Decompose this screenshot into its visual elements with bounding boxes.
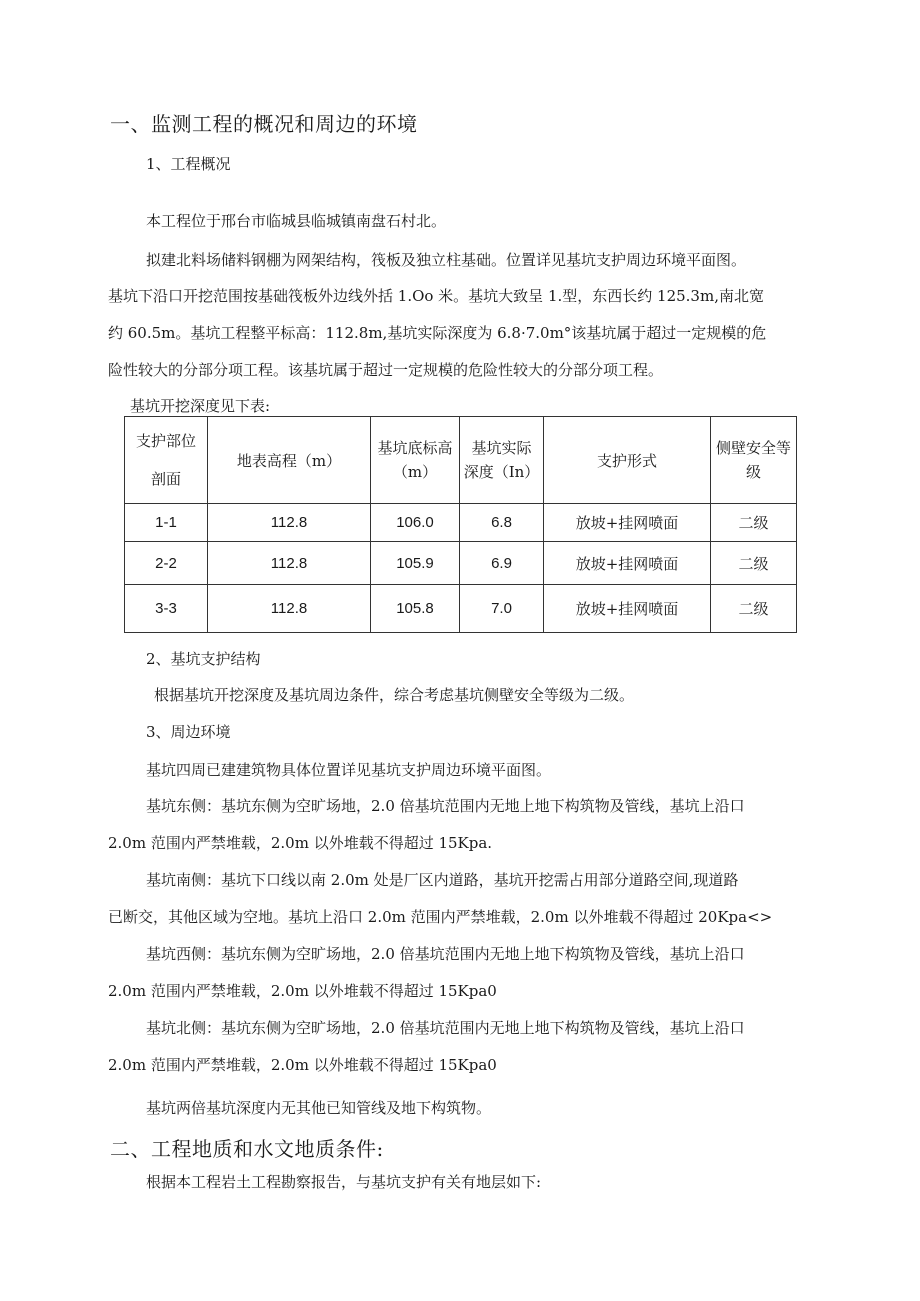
- header-safety-grade: 侧壁安全等 级: [711, 417, 797, 504]
- paragraph-overview-line: 基坑下沿口开挖范围按基础筏板外边线外括 1.Oo 米。基坑大致呈 1.型，东西长约 125.3m,南北宽: [108, 287, 764, 305]
- header-actual-depth: 基坑实际 深度（In）: [460, 417, 544, 504]
- header-support-form: 支护形式: [544, 417, 711, 504]
- cell-section: 2-2: [125, 542, 208, 585]
- paragraph-overview-line: 拟建北料场储料钢棚为网架结构，筏板及独立柱基础。位置详见基坑支护周边环境平面图。: [146, 251, 747, 269]
- cell-bottom: 105.9: [371, 542, 460, 585]
- header-section: 支护部位 剖面: [125, 417, 208, 504]
- cell-depth: 6.9: [460, 542, 544, 585]
- cell-form: 放坡+挂网喷面: [544, 504, 711, 542]
- section-2-title: 二、工程地质和水文地质条件:: [110, 1137, 384, 1161]
- cell-depth: 6.8: [460, 504, 544, 542]
- paragraph-overview-line: 约 60.5m。基坑工程整平标高：112.8m,基坑实际深度为 6.8·7.0m°该基坑属于超过一定规模的危: [108, 324, 767, 342]
- paragraph-location: 本工程位于邢台市临城县临城镇南盘石村北。: [146, 212, 447, 230]
- header-surface-elevation: 地表高程（m）: [208, 417, 371, 504]
- cell-bottom: 106.0: [371, 504, 460, 542]
- cell-section: 3-3: [125, 585, 208, 633]
- paragraph-south-side-line: 基坑南侧：基坑下口线以南 2.0m 处是厂区内道路，基坑开挖需占用部分道路空间,现道路: [146, 871, 739, 889]
- paragraph-north-side-line: 2.0m 范围内严禁堆载，2.0m 以外堆载不得超过 15Kpa0: [108, 1056, 497, 1074]
- paragraph-overview-line: 险性较大的分部分项工程。该基坑属于超过一定规模的危险性较大的分部分项工程。: [108, 361, 664, 379]
- paragraph-east-side-line: 基坑东侧：基坑东侧为空旷场地，2.0 倍基坑范围内无地上地下构筑物及管线，基坑上沿口: [146, 797, 745, 815]
- subsection-2-title: 2、基坑支护结构: [146, 650, 261, 668]
- paragraph-surroundings: 基坑四周已建建筑物具体位置详见基坑支护周边环境平面图。: [146, 761, 552, 779]
- subsection-3-title: 3、周边环境: [146, 723, 231, 741]
- subsection-1-title: 1、工程概况: [146, 155, 231, 173]
- cell-depth: 7.0: [460, 585, 544, 633]
- cell-section: 1-1: [125, 504, 208, 542]
- paragraph-support-structure: 根据基坑开挖深度及基坑周边条件，综合考虑基坑侧壁安全等级为二级。: [154, 686, 635, 704]
- excavation-depth-table: [124, 416, 797, 633]
- paragraph-west-side-line: 2.0m 范围内严禁堆载，2.0m 以外堆载不得超过 15Kpa0: [108, 982, 497, 1000]
- cell-grade: 二级: [711, 585, 797, 633]
- paragraph-north-side-line: 基坑北侧：基坑东侧为空旷场地，2.0 倍基坑范围内无地上地下构筑物及管线，基坑上沿口: [146, 1019, 745, 1037]
- header-bottom-elevation: 基坑底标高 （m）: [371, 417, 460, 504]
- cell-grade: 二级: [711, 542, 797, 585]
- cell-grade: 二级: [711, 504, 797, 542]
- paragraph-no-pipelines: 基坑两倍基坑深度内无其他已知管线及地下构筑物。: [146, 1099, 492, 1117]
- cell-surface: 112.8: [208, 542, 371, 585]
- table-row: [125, 585, 797, 633]
- cell-surface: 112.8: [208, 504, 371, 542]
- paragraph-east-side-line: 2.0m 范围内严禁堆载，2.0m 以外堆载不得超过 15Kpa.: [108, 834, 493, 852]
- cell-form: 放坡+挂网喷面: [544, 542, 711, 585]
- paragraph-west-side-line: 基坑西侧：基坑东侧为空旷场地，2.0 倍基坑范围内无地上地下构筑物及管线，基坑上沿口: [146, 945, 745, 963]
- table-row: [125, 542, 797, 585]
- cell-surface: 112.8: [208, 585, 371, 633]
- table-header-row: [125, 417, 797, 504]
- section-1-title: 一、监测工程的概况和周边的环境: [110, 112, 418, 136]
- paragraph-geology-intro: 根据本工程岩土工程勘察报告，与基坑支护有关有地层如下:: [146, 1173, 542, 1191]
- cell-form: 放坡+挂网喷面: [544, 585, 711, 633]
- cell-bottom: 105.8: [371, 585, 460, 633]
- paragraph-south-side-line: 已断交，其他区域为空地。基坑上沿口 2.0m 范围内严禁堆载，2.0m 以外堆载不得超过 20Kpa<>: [108, 908, 773, 926]
- table-row: [125, 504, 797, 542]
- table-caption: 基坑开挖深度见下表:: [130, 397, 271, 415]
